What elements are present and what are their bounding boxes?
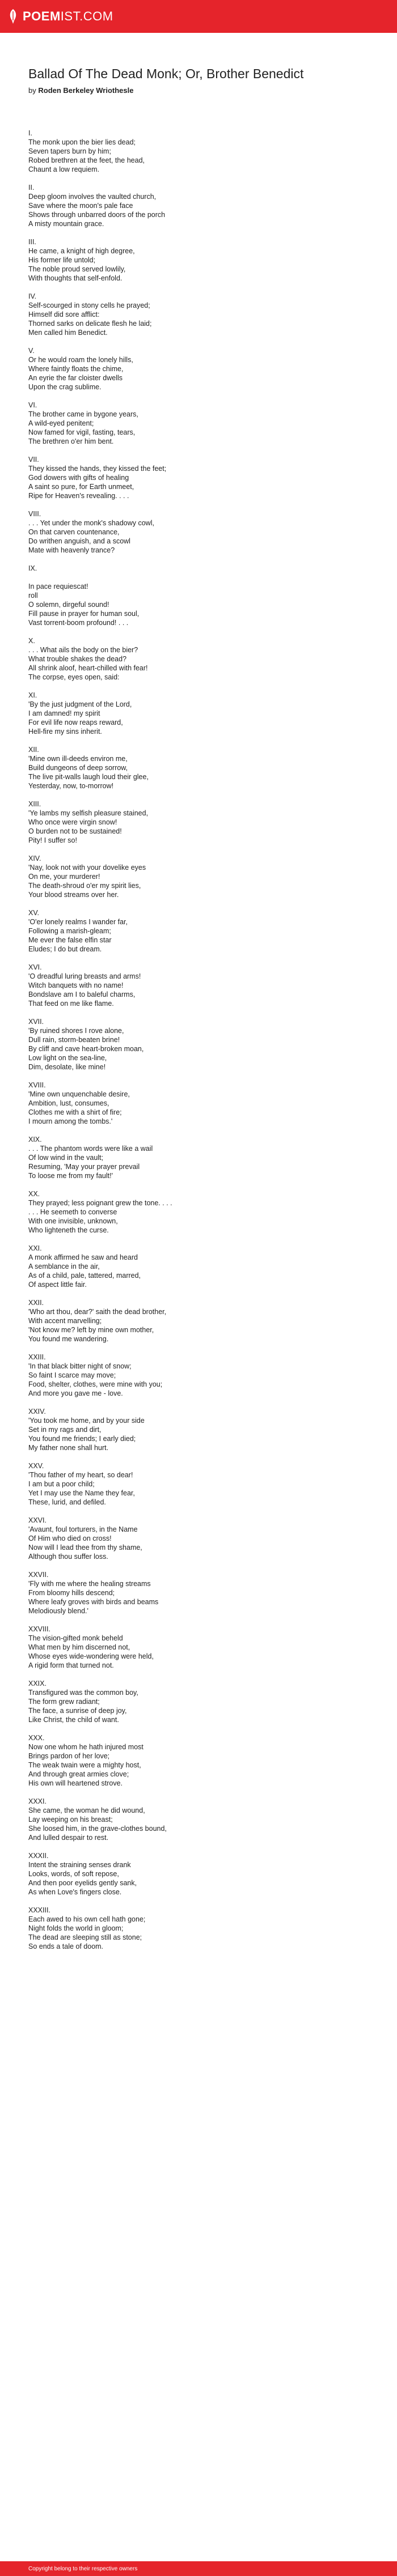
poem-line: As of a child, pale, tattered, marred, bbox=[28, 1272, 141, 1280]
stanza-number: XXXIII. bbox=[28, 1906, 50, 1914]
stanza-number: XXV. bbox=[28, 1462, 44, 1470]
poem-line: Each awed to his own cell hath gone; bbox=[28, 1915, 146, 1923]
poem-line: So faint I scarce may move; bbox=[28, 1371, 116, 1379]
poem-line: Yesterday, now, to-morrow! bbox=[28, 782, 114, 790]
poem-line: An eyrie the far cloister dwells bbox=[28, 374, 123, 382]
poem-line: Like Christ, the child of want. bbox=[28, 1716, 119, 1724]
poem-line: Set in my rags and dirt, bbox=[28, 1426, 102, 1434]
poem-line: The monk upon the bier lies dead; bbox=[28, 138, 136, 146]
poem-line: To loose me from my fault!' bbox=[28, 1172, 113, 1180]
stanza-number: XV. bbox=[28, 909, 40, 917]
poem-line: And through great armies clove; bbox=[28, 1770, 129, 1778]
poem-line: Dull rain, storm-beaten brine! bbox=[28, 1036, 120, 1044]
poem-line: 'Avaunt, foul torturers, in the Name bbox=[28, 1525, 138, 1533]
poem-stanza bbox=[28, 800, 369, 845]
poem-line: Witch banquets with no name! bbox=[28, 981, 124, 989]
poem-line: 'O'er lonely realms I wander far, bbox=[28, 918, 128, 926]
stanza-number: XXIV. bbox=[28, 1408, 46, 1415]
poem-line: Eludes; I do but dream. bbox=[28, 945, 102, 953]
stanza-number: XX. bbox=[28, 1190, 40, 1198]
poem-line: Chaunt a low requiem. bbox=[28, 165, 100, 173]
poem-line: The form grew radiant; bbox=[28, 1698, 100, 1706]
quill-pen-icon bbox=[7, 9, 19, 24]
poem-line: The live pit-walls laugh loud their glee, bbox=[28, 773, 149, 781]
stanza-number: XXIX. bbox=[28, 1680, 47, 1687]
stanza-number: XIV. bbox=[28, 855, 41, 862]
stanza-number: I. bbox=[28, 129, 32, 137]
poem-stanza bbox=[28, 1461, 369, 1507]
stanza-number: XXIII. bbox=[28, 1353, 46, 1361]
poem-stanza bbox=[28, 129, 369, 174]
poem-line: The vision-gifted monk beheld bbox=[28, 1634, 123, 1642]
poem-line: Do writhen anguish, and a scowl bbox=[28, 537, 130, 545]
poem-stanza bbox=[28, 1797, 369, 1842]
stanza-number: XII. bbox=[28, 746, 39, 754]
poem-line: My father none shall hurt. bbox=[28, 1444, 109, 1452]
poem-stanza bbox=[28, 963, 369, 1008]
poem-line: 'Mine own ill-deeds environ me, bbox=[28, 755, 128, 763]
poem-line: He came, a knight of high degree, bbox=[28, 247, 135, 255]
stanza-number: XVII. bbox=[28, 1018, 44, 1026]
poem-line: Build dungeons of deep sorrow, bbox=[28, 764, 128, 772]
poem-line: Men called him Benedict. bbox=[28, 329, 108, 337]
poem-line: With one invisible, unknown, bbox=[28, 1217, 118, 1225]
poem-line: Mate with heavenly trance? bbox=[28, 546, 115, 554]
poem-line: Of aspect little fair. bbox=[28, 1281, 87, 1289]
stanza-number: XVI. bbox=[28, 963, 42, 971]
poem-stanza bbox=[28, 908, 369, 954]
poem-line: Or he would roam the lonely hills, bbox=[28, 356, 133, 364]
poem-stanza bbox=[28, 401, 369, 446]
poem-body bbox=[28, 129, 369, 1951]
poem-line: Now famed for vigil, fasting, tears, bbox=[28, 428, 136, 436]
stanza-number: XI. bbox=[28, 691, 37, 699]
poem-line: Deep gloom involves the vaulted church, bbox=[28, 193, 157, 201]
poem-line: Although thou suffer loss. bbox=[28, 1553, 108, 1561]
poem-line: 'Fly with me where the healing streams bbox=[28, 1580, 151, 1588]
poem-stanza bbox=[28, 1733, 369, 1788]
stanza-number: XXI. bbox=[28, 1244, 42, 1252]
poem-line: And then poor eyelids gently sank, bbox=[28, 1879, 137, 1887]
poem-line: Resuming, 'May your prayer prevail bbox=[28, 1163, 140, 1171]
poem-line: Transfigured was the common boy, bbox=[28, 1689, 138, 1697]
poem-line: Yet I may use the Name they fear, bbox=[28, 1489, 135, 1497]
poem-line: These, lurid, and defiled. bbox=[28, 1498, 106, 1506]
poem-line: Whose eyes wide-wondering were held, bbox=[28, 1652, 154, 1660]
poem-line: Ambition, lust, consumes, bbox=[28, 1099, 109, 1107]
poem-stanza bbox=[28, 691, 369, 736]
poem-line: A wild-eyed penitent; bbox=[28, 419, 94, 427]
poem-line: Of Him who died on cross! bbox=[28, 1534, 112, 1542]
poem-line: 'Not know me? left by mine own mother, bbox=[28, 1326, 154, 1334]
poem-line: The brother came in bygone years, bbox=[28, 410, 138, 418]
poem-line: Save where the moon's pale face bbox=[28, 202, 133, 210]
poem-line: On me, your murderer! bbox=[28, 873, 100, 881]
stanza-number: XXVII. bbox=[28, 1571, 49, 1579]
poem-stanza bbox=[28, 636, 369, 682]
logo-text-light: IST.COM bbox=[60, 9, 113, 23]
stanza-number: II. bbox=[28, 184, 35, 192]
poem-line: From bloomy hills descend; bbox=[28, 1589, 115, 1597]
poem-line: Himself did sore afflict: bbox=[28, 311, 100, 318]
poem-line: They kissed the hands, they kissed the feet; bbox=[28, 465, 167, 473]
site-header bbox=[0, 0, 397, 33]
site-footer bbox=[0, 2561, 397, 2576]
stanza-number: XXII. bbox=[28, 1299, 44, 1307]
stanza-number: XXX. bbox=[28, 1734, 45, 1742]
poem-stanza bbox=[28, 346, 369, 392]
poem-line: With accent marvelling; bbox=[28, 1317, 102, 1325]
poem-stanza bbox=[28, 1298, 369, 1344]
poem-line: Where faintly floats the chime, bbox=[28, 365, 124, 373]
poem-line: The weak twain were a mighty host, bbox=[28, 1761, 141, 1769]
poem-stanza bbox=[28, 1017, 369, 1072]
poem-stanza bbox=[28, 1679, 369, 1724]
poem-line: All shrink aloof, heart-chilled with fear! bbox=[28, 664, 148, 672]
poem-stanza bbox=[28, 1851, 369, 1897]
poem-line: 'By ruined shores I rove alone, bbox=[28, 1027, 124, 1035]
poem-line: With thoughts that self-enfold. bbox=[28, 274, 123, 282]
logo-text-bold: POEM bbox=[23, 9, 61, 23]
poem-line: What men by him discerned not, bbox=[28, 1643, 130, 1651]
poem-line: Thorned sarks on delicate flesh he laid; bbox=[28, 320, 152, 328]
poem-line: On that carven countenance, bbox=[28, 528, 120, 536]
copyright-notice: Copyright belong to their respective owners bbox=[28, 2565, 138, 2572]
stanza-number: XIII. bbox=[28, 800, 41, 808]
byline-prefix: by bbox=[28, 86, 36, 95]
stanza-number: VI. bbox=[28, 401, 37, 409]
poem-line: You found me friends; I early died; bbox=[28, 1435, 136, 1443]
stanza-number: X. bbox=[28, 637, 35, 645]
poem-line: 'Ye lambs my selfish pleasure stained, bbox=[28, 809, 149, 817]
stanza-number: VII. bbox=[28, 456, 39, 464]
poem-line: Hell-fire my sins inherit. bbox=[28, 728, 102, 736]
poem-stanza bbox=[28, 1081, 369, 1126]
stanza-number: XIX. bbox=[28, 1136, 42, 1144]
poem-stanza bbox=[28, 455, 369, 500]
poem-stanza bbox=[28, 1625, 369, 1670]
poem-stanza bbox=[28, 1353, 369, 1398]
poem-line: The death-shroud o'er my spirit lies, bbox=[28, 882, 141, 890]
poem-line: 'Who art thou, dear?' saith the dead brother, bbox=[28, 1308, 167, 1316]
poem-line: Low light on the sea-line, bbox=[28, 1054, 107, 1062]
poem-line: 'By the just judgment of the Lord, bbox=[28, 700, 132, 708]
poem-line: Pity! I suffer so! bbox=[28, 836, 77, 844]
poem-line: 'Thou father of my heart, so dear! bbox=[28, 1471, 133, 1479]
poem-stanza bbox=[28, 745, 369, 790]
poem-line: Brings pardon of her love; bbox=[28, 1752, 110, 1760]
poem-line: A misty mountain grace. bbox=[28, 220, 104, 228]
poem-line: And more you gave me - love. bbox=[28, 1389, 123, 1397]
poem-line: The dead are sleeping still as stone; bbox=[28, 1933, 142, 1941]
poem-author-link[interactable]: Roden Berkeley Wriothesle bbox=[38, 86, 134, 95]
stanza-number: XVIII. bbox=[28, 1081, 46, 1089]
poem-stanza bbox=[28, 564, 369, 627]
poem-line: Who once were virgin snow! bbox=[28, 818, 117, 826]
poem-line: Following a marish-gleam; bbox=[28, 927, 111, 935]
poem-line: His former life untold; bbox=[28, 256, 96, 264]
poem-line: Looks, words, of soft repose, bbox=[28, 1870, 119, 1878]
poem-line: And lulled despair to rest. bbox=[28, 1834, 109, 1842]
poem-content bbox=[28, 66, 369, 1960]
poem-stanza bbox=[28, 1516, 369, 1561]
poem-line: His own will heartened strove. bbox=[28, 1779, 123, 1787]
poem-line: A monk affirmed he saw and heard bbox=[28, 1253, 138, 1261]
poem-stanza bbox=[28, 237, 369, 283]
poem-line: Ripe for Heaven's revealing. . . . bbox=[28, 492, 129, 500]
poem-title: Ballad Of The Dead Monk; Or, Brother Benedict bbox=[28, 66, 304, 81]
poem-line: I am but a poor child; bbox=[28, 1480, 95, 1488]
stanza-number: IV. bbox=[28, 292, 37, 300]
poem-line: Fill pause in prayer for human soul, bbox=[28, 610, 140, 618]
poem-line: The brethren o'er him bent. bbox=[28, 437, 114, 445]
poem-line: What trouble shakes the dead? bbox=[28, 655, 127, 663]
poem-line: Seven tapers burn by him; bbox=[28, 147, 111, 155]
poem-stanza bbox=[28, 1135, 369, 1180]
poem-line: . . . He seemeth to converse bbox=[28, 1208, 117, 1216]
poem-line: Who lighteneth the curse. bbox=[28, 1226, 109, 1234]
poem-line: Now will I lead thee from thy shame, bbox=[28, 1544, 142, 1551]
poem-stanza bbox=[28, 1906, 369, 1951]
poem-line: A rigid form that turned not. bbox=[28, 1661, 114, 1669]
poem-line: Self-scourged in stony cells he prayed; bbox=[28, 301, 150, 309]
stanza-number: XXVI. bbox=[28, 1516, 47, 1524]
poem-line: A semblance in the air, bbox=[28, 1263, 100, 1270]
poem-line: So ends a tale of doom. bbox=[28, 1942, 104, 1950]
stanza-number: VIII. bbox=[28, 510, 41, 518]
stanza-number: XXXII. bbox=[28, 1852, 49, 1860]
poem-stanza bbox=[28, 1570, 369, 1616]
poem-line: Clothes me with a shirt of fire; bbox=[28, 1108, 122, 1116]
poem-line: Me ever the false elfin star bbox=[28, 936, 112, 944]
poem-line: God dowers with gifts of healing bbox=[28, 474, 129, 482]
poem-line: She came, the woman he did wound, bbox=[28, 1806, 145, 1814]
poem-line: 'You took me home, and by your side bbox=[28, 1417, 145, 1425]
poem-line: Bondslave am I to baleful charms, bbox=[28, 991, 136, 998]
poem-line: Melodiously blend.' bbox=[28, 1607, 88, 1615]
poem-line: . . . What ails the body on the bier? bbox=[28, 646, 138, 654]
poem-stanza bbox=[28, 183, 369, 228]
poem-line: As when Love's fingers close. bbox=[28, 1888, 122, 1896]
poem-stanza bbox=[28, 292, 369, 337]
poem-line: They prayed; less poignant grew the tone. . . . bbox=[28, 1199, 172, 1207]
poem-stanza bbox=[28, 854, 369, 899]
poem-line: . . . The phantom words were like a wail bbox=[28, 1145, 153, 1153]
poem-line: Your blood streams over her. bbox=[28, 891, 119, 899]
poem-byline bbox=[28, 86, 369, 95]
stanza-number: XXXI. bbox=[28, 1797, 47, 1805]
poem-line: I am damned! my spirit bbox=[28, 709, 100, 717]
site-logo[interactable] bbox=[7, 9, 113, 24]
poem-line: 'In that black bitter night of snow; bbox=[28, 1362, 132, 1370]
poem-line: That feed on me like flame. bbox=[28, 1000, 114, 1008]
poem-line: You found me wandering. bbox=[28, 1335, 109, 1343]
poem-line: By cliff and cave heart-broken moan, bbox=[28, 1045, 144, 1053]
stanza-number: V. bbox=[28, 347, 35, 355]
poem-line: The noble proud served lowlily, bbox=[28, 265, 126, 273]
stanza-number: III. bbox=[28, 238, 36, 246]
poem-line: Robed brethren at the feet, the head, bbox=[28, 156, 145, 164]
poem-line: Food, shelter, clothes, were mine with you; bbox=[28, 1380, 163, 1388]
poem-line: For evil life now reaps reward, bbox=[28, 719, 123, 726]
poem-stanza bbox=[28, 1407, 369, 1452]
poem-line: Upon the crag sublime. bbox=[28, 383, 102, 391]
poem-line: 'Mine own unquenchable desire, bbox=[28, 1090, 130, 1098]
poem-line: Now one whom he hath injured most bbox=[28, 1743, 143, 1751]
poem-line: In pace requiescat! bbox=[28, 583, 88, 590]
poem-line: O solemn, dirgeful sound! bbox=[28, 601, 109, 609]
poem-line: 'O dreadful luring breasts and arms! bbox=[28, 972, 141, 980]
poem-line: Vast torrent-boom profound! . . . bbox=[28, 619, 129, 627]
poem-line: roll bbox=[28, 592, 38, 600]
poem-line: Where leafy groves with birds and beams bbox=[28, 1598, 159, 1606]
poem-line: Lay weeping on his breast; bbox=[28, 1816, 113, 1823]
poem-line: A saint so pure, for Earth unmeet, bbox=[28, 483, 134, 491]
poem-line: The corpse, eyes open, said: bbox=[28, 673, 120, 681]
poem-line: 'Nay, look not with your dovelike eyes bbox=[28, 864, 146, 872]
stanza-number: XXVIII. bbox=[28, 1625, 50, 1633]
poem-line: O burden not to be sustained! bbox=[28, 827, 122, 835]
poem-line: She loosed him, in the grave-clothes bound, bbox=[28, 1825, 167, 1833]
poem-line: I mourn among the tombs.' bbox=[28, 1117, 113, 1125]
stanza-number: IX. bbox=[28, 564, 37, 572]
poem-line: Of low wind in the vault; bbox=[28, 1154, 104, 1162]
poem-line bbox=[28, 573, 369, 582]
poem-line: The face, a sunrise of deep joy, bbox=[28, 1707, 127, 1715]
poem-line: Shows through unbarred doors of the porch bbox=[28, 211, 166, 219]
poem-line: Dim, desolate, like mine! bbox=[28, 1063, 106, 1071]
poem-stanza bbox=[28, 1189, 369, 1235]
poem-stanza bbox=[28, 1244, 369, 1289]
poem-line: Intent the straining senses drank bbox=[28, 1861, 131, 1869]
poem-stanza bbox=[28, 509, 369, 555]
poem-line: Night folds the world in gloom; bbox=[28, 1924, 124, 1932]
poem-line: . . . Yet under the monk's shadowy cowl, bbox=[28, 519, 154, 527]
